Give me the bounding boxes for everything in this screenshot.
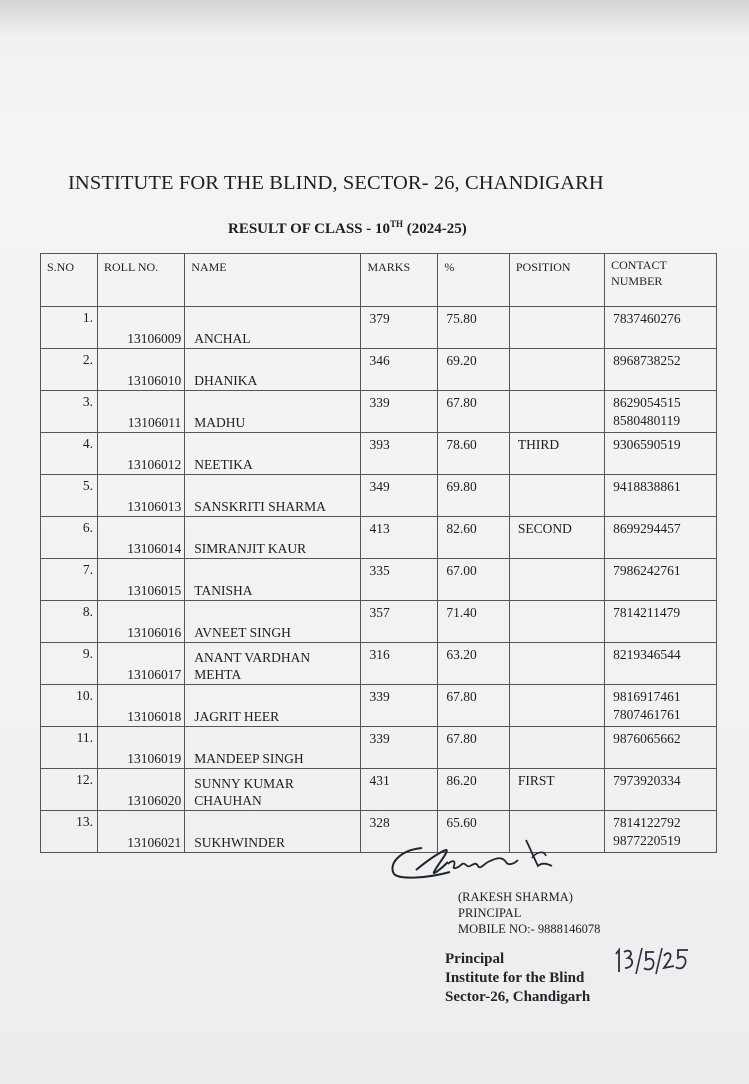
cell-contact [605,769,717,811]
contact-text: 8968738252 [613,353,681,368]
cell-contact [605,349,717,391]
cell-roll [98,769,185,811]
roll-text: 13106011 [127,415,182,430]
cell-marks [361,307,438,349]
name-text: SUKHWINDER [194,835,286,850]
sno-text: 12. [76,772,93,787]
position-text: FIRST [517,773,555,788]
cell-sno [41,643,98,685]
cell-sno [41,349,98,391]
table-body [41,307,717,853]
cell-sno [41,307,98,349]
cell-contact [605,727,717,769]
marks-text: 379 [369,311,390,326]
cell-percent [438,433,510,475]
col-header-contact [605,254,717,307]
cell-marks [361,727,438,769]
contact-text: 9876065662 [613,731,681,746]
marks-text: 328 [369,815,390,830]
percent-text: 86.20 [446,773,477,788]
marks-text: 316 [369,647,390,662]
percent-text: 67.80 [446,731,477,746]
table-row [41,601,717,643]
percent-text: 75.80 [446,311,477,326]
col-header-position: POSITION [509,254,604,307]
cell-contact [605,601,717,643]
cell-roll [98,811,185,853]
cell-marks [361,349,438,391]
cell-contact [605,517,717,559]
cell-roll [98,391,185,433]
subtitle-superscript: TH [390,219,404,229]
name-text: DHANIKA [194,373,258,388]
cell-name [185,727,361,769]
cell-name [185,349,361,391]
signatory-block [458,889,600,937]
cell-percent [438,517,510,559]
cell-contact [605,685,717,727]
cell-marks [361,475,438,517]
roll-text: 13106013 [127,499,182,514]
cell-sno [41,601,98,643]
roll-text: 13106021 [127,835,182,850]
cell-sno [41,517,98,559]
marks-text: 339 [369,731,390,746]
percent-text: 78.60 [446,437,477,452]
percent-text: 71.40 [446,605,477,620]
contact-text: 9816917461 7807461761 [613,689,681,722]
cell-sno [41,727,98,769]
cell-sno [41,433,98,475]
stamp-line-3: Sector-26, Chandigarh [445,989,591,1005]
name-text: AVNEET SINGH [194,625,291,640]
cell-position [509,349,604,391]
cell-roll [98,433,185,475]
contact-text: 8699294457 [613,521,681,536]
roll-text: 13106018 [127,709,182,724]
cell-sno [41,475,98,517]
percent-text: 67.80 [446,689,477,704]
marks-text: 339 [369,689,390,704]
roll-text: 13106010 [127,373,182,388]
table-row [41,475,717,517]
table-row [41,769,717,811]
cell-percent [438,769,510,811]
cell-marks [361,559,438,601]
sno-text: 4. [82,436,93,451]
table-header-row [41,254,717,307]
results-table [40,253,717,853]
roll-text: 13106019 [127,751,182,766]
name-text: ANCHAL [194,331,251,346]
cell-roll [98,601,185,643]
cell-contact [605,433,717,475]
table-row [41,349,717,391]
cell-marks [361,517,438,559]
cell-marks [361,601,438,643]
contact-text: 7837460276 [613,311,681,326]
marks-text: 413 [369,521,390,536]
cell-position [509,475,604,517]
principal-stamp [445,950,590,1007]
cell-roll [98,559,185,601]
cell-sno [41,769,98,811]
cell-name [185,517,361,559]
sno-text: 11. [76,730,93,745]
cell-name [185,391,361,433]
contact-text: 7973920334 [613,773,681,788]
cell-name [185,769,361,811]
stamp-line-1: Principal [445,951,505,967]
cell-sno [41,559,98,601]
signature-scribble [388,834,578,886]
cell-name [185,433,361,475]
roll-text: 13106016 [127,625,182,640]
contact-text: 7814211479 [613,605,681,620]
cell-percent [438,643,510,685]
cell-sno [41,685,98,727]
contact-text: 9306590519 [613,437,681,452]
name-text: ANANT VARDHAN MEHTA [194,650,311,682]
marks-text: 393 [369,437,390,452]
cell-name [185,601,361,643]
signatory-designation: PRINCIPAL [458,906,522,920]
col-header-marks: MARKS [361,254,438,307]
roll-text: 13106017 [127,667,182,682]
cell-marks [361,685,438,727]
sno-text: 13. [76,814,93,829]
name-text: MANDEEP SINGH [194,751,304,766]
handwritten-date [612,944,692,978]
cell-percent [438,475,510,517]
cell-contact [605,559,717,601]
sno-text: 2. [82,352,93,367]
institute-title: INSTITUTE FOR THE BLIND, SECTOR- 26, CHANDIGARH [68,172,604,194]
cell-contact [605,643,717,685]
signatory-name: (RAKESH SHARMA) [458,890,573,904]
marks-text: 335 [369,563,390,578]
cell-contact [605,391,717,433]
cell-sno [41,391,98,433]
cell-percent [438,601,510,643]
cell-percent [438,391,510,433]
cell-position [509,685,604,727]
table-row [41,727,717,769]
cell-sno [41,811,98,853]
col-header-contact-text: CONTACT NUMBER [611,258,667,288]
cell-name [185,811,361,853]
cell-contact [605,811,717,853]
cell-marks [361,643,438,685]
col-header-name: NAME [185,254,361,307]
cell-position [509,643,604,685]
cell-contact [605,475,717,517]
cell-percent [438,685,510,727]
cell-marks [361,769,438,811]
marks-text: 431 [369,773,390,788]
cell-roll [98,643,185,685]
cell-roll [98,307,185,349]
stamp-line-2: Institute for the Blind [445,970,585,986]
cell-contact [605,307,717,349]
cell-position [509,601,604,643]
marks-text: 346 [369,353,390,368]
name-text: SIMRANJIT KAUR [194,541,307,556]
contact-text: 9418838861 [613,479,681,494]
table-row [41,643,717,685]
cell-name [185,307,361,349]
cell-name [185,475,361,517]
cell-percent [438,727,510,769]
name-text: JAGRIT HEER [194,709,280,724]
table-row [41,433,717,475]
name-text: SUNNY KUMAR CHAUHAN [194,776,294,808]
table-row [41,559,717,601]
name-text: MADHU [194,415,246,430]
contact-text: 7986242761 [613,563,681,578]
contact-text: 8219346544 [613,647,681,662]
cell-roll [98,685,185,727]
cell-marks [361,433,438,475]
marks-text: 349 [369,479,390,494]
handwritten-date-drawing [612,944,692,978]
percent-text: 82.60 [446,521,477,536]
position-text: SECOND [517,521,572,536]
sno-text: 10. [76,688,93,703]
sno-text: 9. [82,646,93,661]
percent-text: 67.00 [446,563,477,578]
cell-position [509,727,604,769]
sno-text: 6. [82,520,93,535]
marks-text: 357 [369,605,390,620]
sno-text: 8. [82,604,93,619]
result-subtitle [228,221,528,238]
subtitle-suffix: (2024-25) [403,221,467,237]
subtitle-prefix: RESULT OF CLASS - 10 [228,221,390,237]
percent-text: 67.80 [446,395,477,410]
cell-roll [98,475,185,517]
cell-position [509,307,604,349]
table-row [41,307,717,349]
percent-text: 69.20 [446,353,477,368]
position-text: THIRD [517,437,560,452]
cell-percent [438,559,510,601]
sno-text: 5. [82,478,93,493]
roll-text: 13106015 [127,583,182,598]
roll-text: 13106014 [127,541,182,556]
contact-text: 7814122792 9877220519 [613,815,681,848]
marks-text: 339 [369,395,390,410]
percent-text: 69.80 [446,479,477,494]
cell-marks [361,391,438,433]
cell-position [509,769,604,811]
roll-text: 13106020 [127,793,182,808]
page-top-shadow [0,0,749,34]
cell-name [185,643,361,685]
sno-text: 1. [82,310,93,325]
cell-roll [98,727,185,769]
name-text: NEETIKA [194,457,253,472]
sno-text: 7. [82,562,93,577]
signatory-mobile: MOBILE NO:- 9888146078 [458,922,601,936]
table-row [41,685,717,727]
cell-percent [438,307,510,349]
cell-position [509,517,604,559]
cell-percent [438,349,510,391]
roll-text: 13106012 [127,457,182,472]
col-header-percent: % [438,254,510,307]
cell-name [185,685,361,727]
col-header-sno: S.NO [41,254,98,307]
name-text: TANISHA [194,583,253,598]
name-text: SANSKRITI SHARMA [194,499,326,514]
principal-signature [388,834,578,886]
col-header-roll: ROLL NO. [98,254,185,307]
cell-position [509,433,604,475]
sno-text: 3. [82,394,93,409]
percent-text: 65.60 [446,815,477,830]
cell-roll [98,349,185,391]
percent-text: 63.20 [446,647,477,662]
cell-roll [98,517,185,559]
roll-text: 13106009 [127,331,182,346]
contact-text: 8629054515 8580480119 [613,395,681,428]
cell-position [509,391,604,433]
table-row [41,811,717,853]
cell-position [509,559,604,601]
cell-name [185,559,361,601]
table-row [41,517,717,559]
table-row [41,391,717,433]
